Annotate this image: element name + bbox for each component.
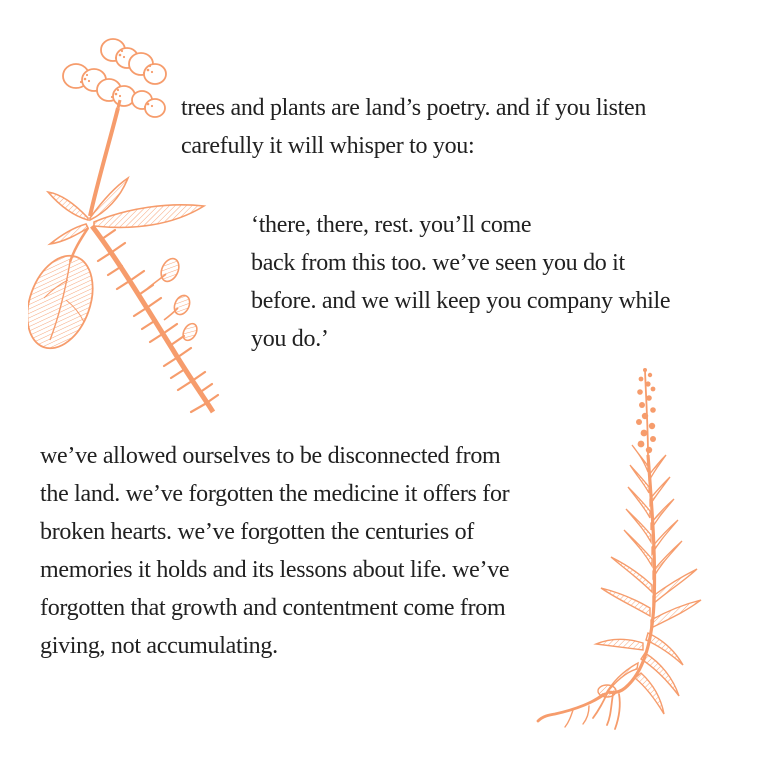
text-line: broken hearts. we’ve forgotten the centuries of bbox=[40, 519, 474, 545]
whisper-quote bbox=[251, 206, 670, 358]
large-oval-leaf bbox=[28, 228, 105, 357]
roots bbox=[538, 685, 620, 729]
mid-leaves bbox=[601, 557, 701, 628]
flower-spike bbox=[636, 368, 656, 455]
text-line: forgotten that growth and contentment come from bbox=[40, 595, 506, 621]
thorny-flowering-plant-illustration bbox=[28, 30, 233, 415]
text-line: before. and we will keep you company while bbox=[251, 288, 671, 314]
text-line: ‘there, there, rest. you’ll come bbox=[251, 212, 532, 238]
text-line: carefully it will whisper to you: bbox=[181, 133, 475, 159]
text-line: trees and plants are land’s poetry. and if you listen bbox=[181, 95, 647, 121]
leaf-rosette bbox=[48, 178, 204, 244]
text-line: back from this too. we’ve seen you do it bbox=[251, 250, 625, 276]
text-line: memories it holds and its lessons about life. we’ve bbox=[40, 557, 510, 583]
lower-leaves bbox=[596, 633, 683, 714]
leaf-buds bbox=[148, 256, 200, 343]
flower-cluster bbox=[63, 39, 166, 117]
closing-paragraph bbox=[40, 437, 509, 665]
text-line: giving, not accumulating. bbox=[40, 633, 278, 659]
intro-paragraph bbox=[181, 89, 646, 165]
text-line: you do.’ bbox=[251, 326, 329, 352]
text-line: the land. we’ve forgotten the medicine it offers for bbox=[40, 481, 510, 507]
text-line: we’ve allowed ourselves to be disconnected from bbox=[40, 443, 501, 469]
flower-spike-plant-illustration bbox=[533, 358, 768, 758]
